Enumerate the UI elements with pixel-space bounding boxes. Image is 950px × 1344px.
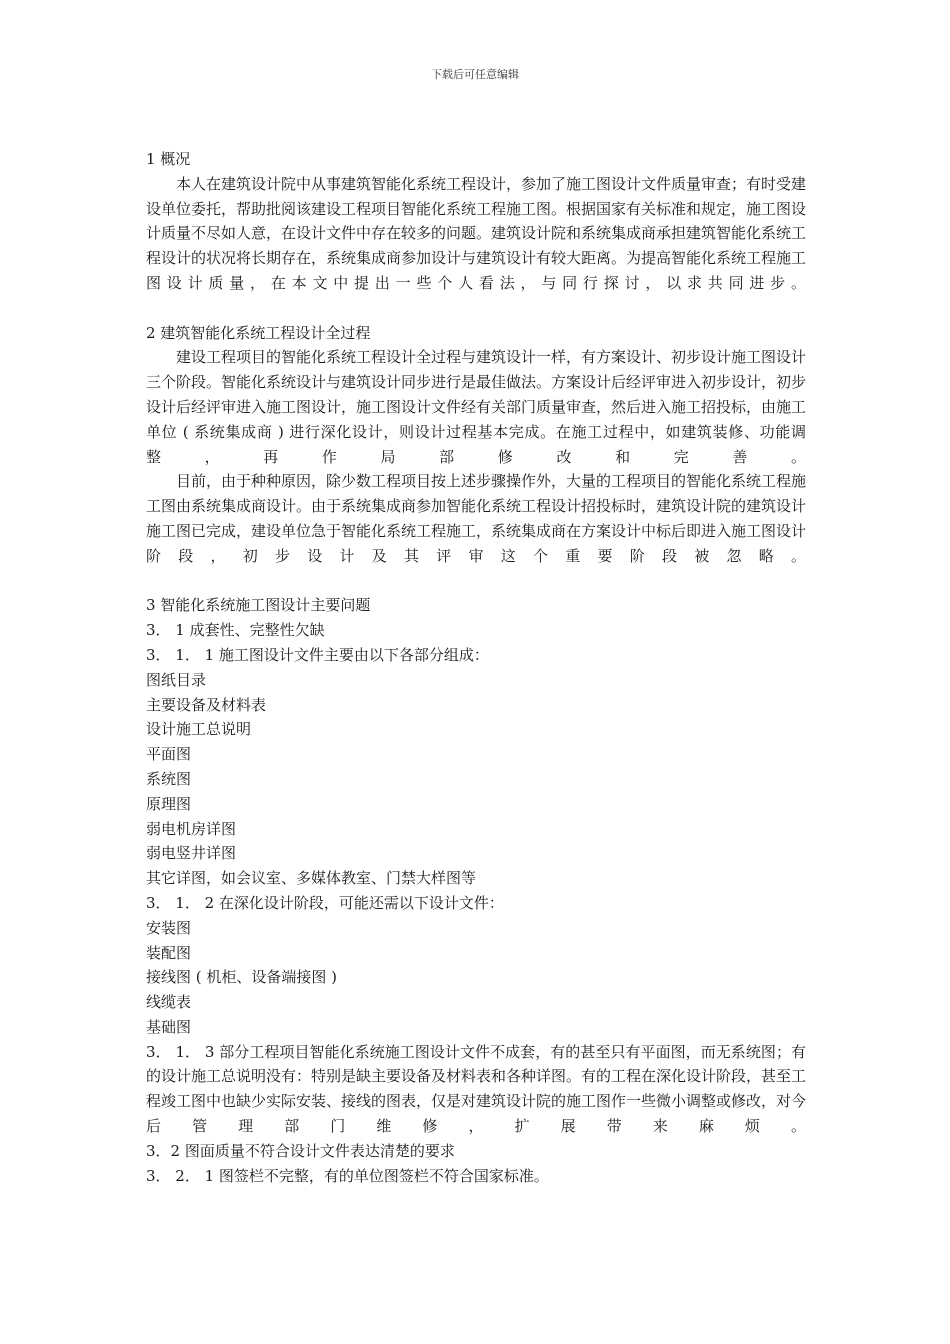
section-1-title: 1 概况: [146, 150, 191, 168]
list-item: 系统图: [146, 769, 192, 788]
document-body: [146, 147, 806, 1188]
paragraph-text: 本人在建筑设计院中从事建筑智能化系统工程设计，参加了施工图设计文件质量审查；有时受建设单位委托，帮助批阅该建设工程项目智能化系统工程施工图。根据国家有关标准和规定，施工图设计质量不尽如人意，在设计文件中存在较多的问题。建筑设计院和系统集成商承担建筑智能化系统工程设计的状况将长期存在，系统集成商参加设计与建筑设计有较大距离。为提高智能化系统工程施工图设计质量，在本文中提出一些个人看法，与同行探讨，以求共同进步。: [146, 174, 807, 292]
list-item: 接线图 ( 机柜、设备端接图 ): [146, 968, 338, 987]
list-item: 原理图: [146, 794, 192, 813]
subsection-3-1-3-paragraph: [146, 1040, 806, 1139]
list-item: 主要设备及材料表: [146, 695, 267, 714]
list-item: 基础图: [146, 1017, 192, 1036]
page-header: 下载后可任意编辑: [431, 68, 519, 81]
subsection-3-1-title: 3． 1 成套性、完整性欠缺: [146, 621, 325, 640]
section-2-title: 2 建筑智能化系统工程设计全过程: [146, 323, 371, 342]
list-item: 弱电竖井详图: [146, 844, 237, 863]
section-2-paragraph-1: [146, 345, 806, 469]
subsection-3-1-2-title: 3． 1． 2 在深化设计阶段，可能还需以下设计文件：: [146, 893, 504, 912]
paragraph-text: 目前，由于种种原因，除少数工程项目按上述步骤操作外，大量的工程项目的智能化系统工程施工图由系统集成商设计。由于系统集成商参加智能化系统工程设计招投标时，建筑设计院的建筑设计施工图已完成，建设单位急于智能化系统工程施工，系统集成商在方案设计中标后即进入施工图设计阶段，初步设计及其评审这个重要阶段被忽略。: [146, 472, 807, 565]
list-item: 弱电机房详图: [146, 819, 237, 838]
list-item: 线缆表: [146, 993, 192, 1012]
subsection-3-2-title: 3．2 图面质量不符合设计文件表达清楚的要求: [146, 1141, 455, 1160]
subsection-3-1-1-title: 3． 1． 1 施工图设计文件主要由以下各部分组成：: [146, 645, 489, 664]
paragraph-text: 建设工程项目的智能化系统工程设计全过程与建筑设计一样，有方案设计、初步设计施工图设计三个阶段。智能化系统设计与建筑设计同步进行是最佳做法。方案设计后经评审进入初步设计，初步设计后经评审进入施工图设计，施工图设计文件经有关部门质量审查，然后进入施工招投标，由施工单位 ( 系统集成商 ) 进行深化设计，则设计过程基本完成。在施工过程中，如建筑装修、功能调整，再作局部修改和完善。: [146, 348, 807, 466]
list-item: 其它详图，如会议室、多媒体教室、门禁大样图等: [146, 869, 477, 888]
list-item: 安装图: [146, 918, 192, 937]
section-2-paragraph-2: [146, 469, 806, 568]
paragraph-text: 3． 1． 3 部分工程项目智能化系统施工图设计文件不成套，有的甚至只有平面图，而无系统图；有的设计施工总说明没有：特别是缺主要设备及材料表和各种详图。有的工程在深化设计阶段，甚至工程竣工图中也缺少实际安装、接线的图表，仅是对建筑设计院的施工图作一些微小调整或修改，对今后管理部门维修，扩展带来麻烦。: [146, 1042, 807, 1136]
list-item: 设计施工总说明: [146, 720, 252, 739]
section-1-paragraph: [146, 172, 806, 296]
spacer: [146, 569, 806, 594]
spacer: [146, 296, 806, 321]
list-item: 图纸目录: [146, 670, 207, 689]
subsection-3-2-1-title: 3． 2． 1 图签栏不完整，有的单位图签栏不符合国家标准。: [146, 1166, 549, 1185]
section-3-title: 3 智能化系统施工图设计主要问题: [146, 596, 371, 615]
list-item: 平面图: [146, 745, 192, 764]
list-item: 装配图: [146, 943, 192, 962]
